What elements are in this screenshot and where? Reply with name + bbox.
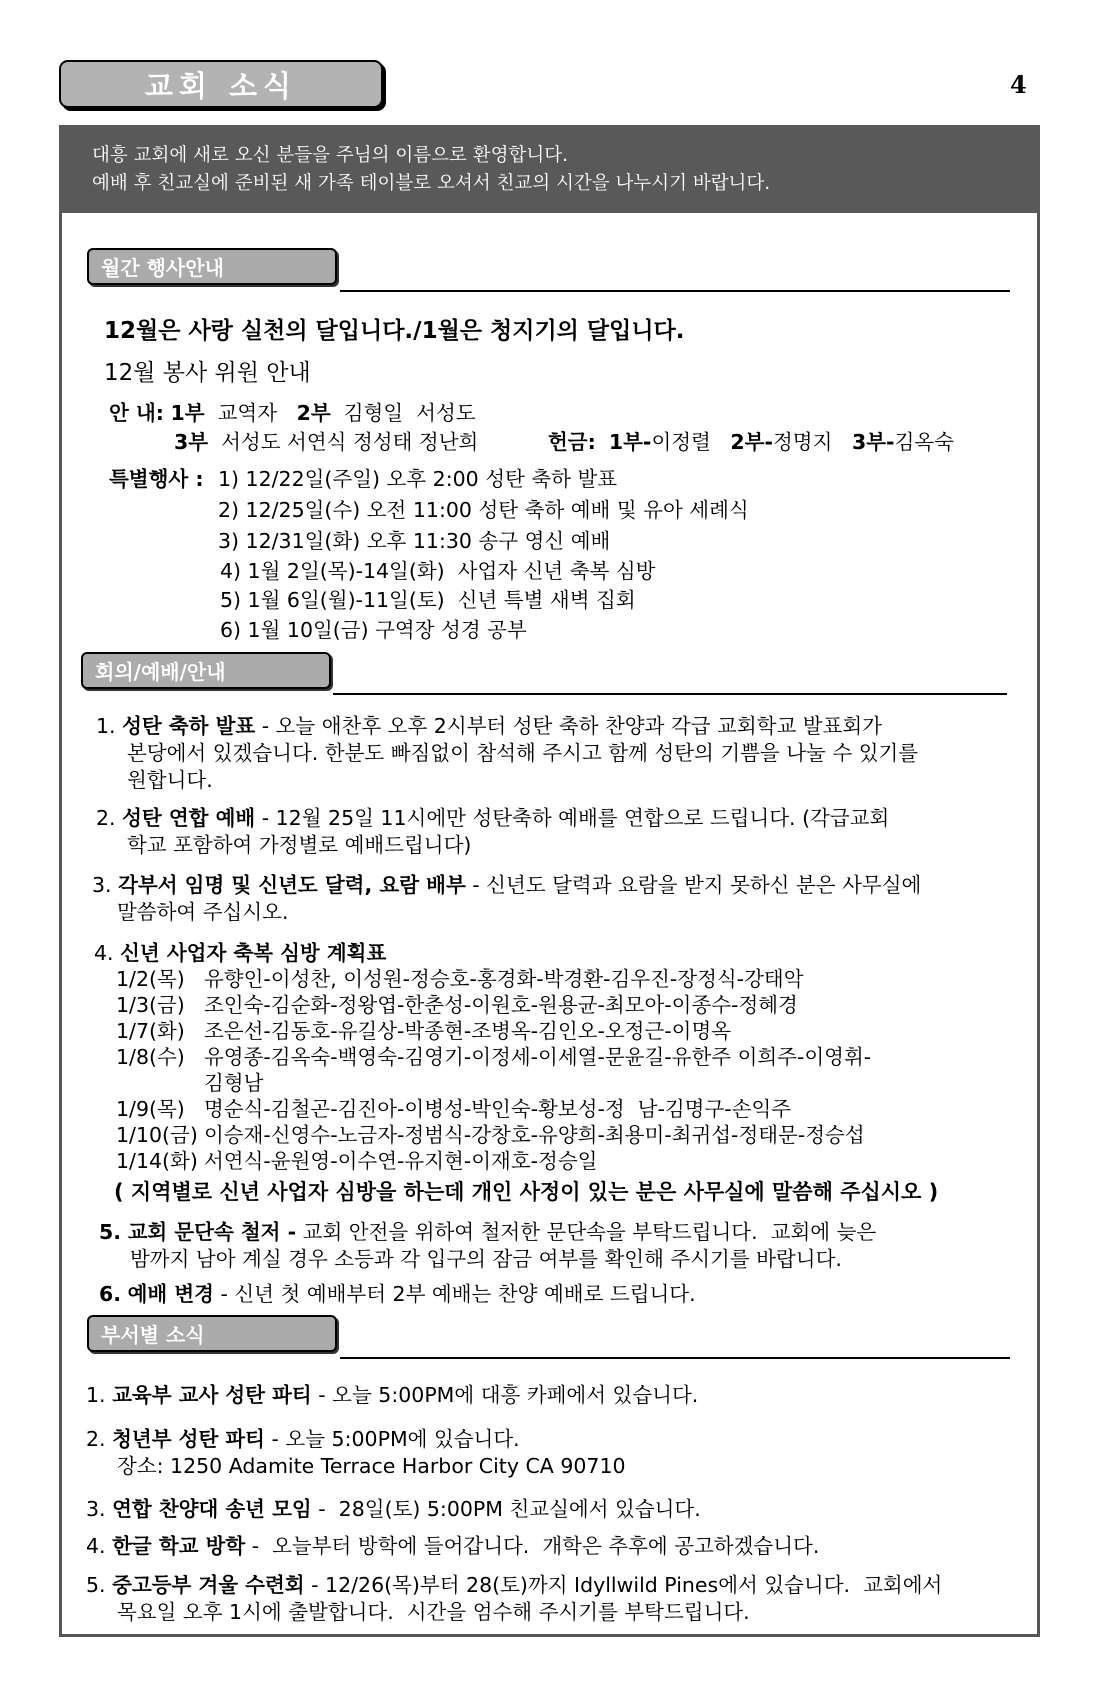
- department-text: - 오늘 5:00PM에 대흥 카페에서 있습니다.: [311, 1383, 699, 1407]
- department-item-3: [86, 1496, 701, 1523]
- schedule-date: 1/8(수): [116, 1045, 185, 1069]
- schedule-names: 유영종-김옥숙-백영숙-김영기-이정세-이세열-문윤길-유한주 이희주-이영휘-: [204, 1045, 872, 1069]
- department-item-5: [86, 1572, 942, 1626]
- department-item-1: [86, 1382, 698, 1409]
- department-title: 교육부 교사 성탄 파티: [112, 1383, 312, 1407]
- notice-text: - 오늘 애찬후 오후 2시부터 성탄 축하 찬양과 각급 교회학교 발표회가: [255, 714, 882, 738]
- guide-3bu-names: 서성도 서연식 정성태 정난희: [221, 430, 479, 454]
- notice-item-5: [99, 1219, 876, 1273]
- schedule-date: 1/14(화): [116, 1149, 198, 1173]
- meetings-heading: 회의/예배/안내: [81, 652, 331, 689]
- department-text: - 28일(토) 5:00PM 친교실에서 있습니다.: [311, 1497, 701, 1521]
- schedule-row: [116, 1096, 871, 1122]
- schedule-date: 1/3(금): [116, 993, 185, 1017]
- monthly-events-heading: 월간 행사안내: [87, 248, 337, 285]
- offering-label: 헌금:: [548, 430, 596, 454]
- schedule-row: [116, 966, 871, 992]
- schedule-date: 1/7(화): [116, 1019, 185, 1043]
- schedule-names: 조은선-김동호-유길상-박종현-조병옥-김인오-오정근-이명옥: [204, 1019, 732, 1043]
- schedule-date: 1/9(목): [116, 1097, 185, 1121]
- department-title: 한글 학교 방학: [112, 1534, 246, 1558]
- notice-title: 성탄 축하 발표: [122, 714, 256, 738]
- notice-title: 각부서 임명 및 신년도 달력, 요람 배부: [118, 873, 466, 897]
- notice-text: - 신년 첫 예배부터 2부 예배는 찬양 예배로 드립니다.: [213, 1282, 696, 1306]
- schedule-names: 유향인-이성찬, 이성원-정승호-홍경화-박경환-김우진-장정식-강태악: [204, 967, 804, 991]
- department-title: 청년부 성탄 파티: [112, 1427, 265, 1451]
- special-events-label: 특별행사 :: [109, 467, 204, 491]
- item-number: 1.: [86, 1383, 106, 1407]
- monthly-theme: 12월은 사랑 실천의 달입니다./1월은 청지기의 달입니다.: [104, 318, 685, 344]
- notice-title: 신년 사업자 축복 심방 계획표: [120, 941, 387, 965]
- page-number: 4: [1010, 70, 1027, 99]
- section-title: 교회 소식: [59, 60, 383, 108]
- guide-3bu-label: 3부: [174, 430, 209, 454]
- schedule-names: 서연식-윤원영-이수연-유지현-이재호-정승일: [204, 1149, 598, 1173]
- offering-3bu-label: 3부-: [851, 430, 895, 454]
- schedule-names: 조인숙-김순화-정왕엽-한춘성-이원호-원용균-최모아-이종수-정혜경: [204, 993, 798, 1017]
- notice-text: 교회 안전을 위하여 철저한 문단속을 부탁드립니다. 교회에 늦은: [296, 1220, 877, 1244]
- divider: [340, 290, 1010, 292]
- offering-3bu-name: 김옥숙: [894, 430, 954, 454]
- department-text: 목요일 오후 1시에 출발합니다. 시간을 엄수해 주시기를 부탁드립니다.: [117, 1600, 750, 1624]
- visit-schedule: [116, 966, 871, 1174]
- special-event-item: 6) 1월 10일(금) 구역장 성경 공부: [220, 618, 527, 642]
- item-number: 2.: [96, 806, 116, 830]
- offering-1bu-name: 이정렬: [651, 430, 711, 454]
- notice-text: 원합니다.: [127, 768, 213, 792]
- notice-item-2: [96, 805, 889, 859]
- schedule-row: [116, 1148, 871, 1174]
- department-text: - 오늘 5:00PM에 있습니다.: [265, 1427, 520, 1451]
- guide-row: [109, 400, 476, 426]
- department-news-heading: 부서별 소식: [87, 1315, 337, 1352]
- special-event-item: 1) 12/22일(주일) 오후 2:00 성탄 축하 발표: [218, 467, 618, 491]
- department-item-2: [86, 1426, 626, 1480]
- department-text: - 12/26(목)부터 28(토)까지 Idyllwild Pines에서 있습니다. 교회에서: [304, 1573, 943, 1597]
- welcome-line-2: 예배 후 친교실에 준비된 새 가족 테이블로 오셔서 친교의 시간을 나누시기 바랍니다.: [92, 173, 771, 194]
- special-event-item: 2) 12/25일(수) 오전 11:00 성탄 축하 예배 및 유아 세례식: [218, 498, 749, 522]
- special-event-item: 5) 1월 6일(월)-11일(토) 신년 특별 새벽 집회: [220, 588, 636, 612]
- item-number: 1.: [96, 714, 116, 738]
- item-number: 3.: [86, 1497, 106, 1521]
- offering-2bu-name: 정명지: [773, 430, 833, 454]
- item-number: 6.: [99, 1282, 122, 1306]
- schedule-row-continued: 김형남: [204, 1071, 264, 1095]
- item-number: 4.: [86, 1534, 106, 1558]
- schedule-names: 이승재-신영수-노금자-정범식-강창호-유양희-최용미-최귀섭-정태문-정승섭: [204, 1123, 865, 1147]
- department-text: - 오늘부터 방학에 들어갑니다. 개학은 추후에 공고하겠습니다.: [245, 1534, 820, 1558]
- schedule-date: 1/10(금): [116, 1123, 198, 1147]
- notice-item-6: [99, 1281, 696, 1308]
- schedule-names: 명순식-김철곤-김진아-이병성-박인숙-황보성-정 남-김명구-손익주: [204, 1097, 792, 1121]
- schedule-row: [116, 1122, 871, 1148]
- notice-item-4: [94, 940, 386, 967]
- item-number: 5.: [86, 1573, 106, 1597]
- guide-2bu-names: 김형일 서성도: [343, 401, 476, 425]
- divider: [333, 693, 1007, 695]
- schedule-row: [116, 1044, 871, 1070]
- guide-1bu-label: 1부: [170, 401, 205, 425]
- notice-text: - 12월 25일 11시에만 성탄축하 예배를 연합으로 드립니다. (각급교회: [255, 806, 890, 830]
- offering-2bu-label: 2부-: [730, 430, 773, 454]
- department-item-4: [86, 1533, 819, 1560]
- schedule-row: [116, 992, 871, 1018]
- item-number: 5.: [99, 1220, 122, 1244]
- schedule-date: 1/2(목): [116, 967, 185, 991]
- offering-1bu-label: 1부-: [608, 430, 652, 454]
- notice-text: 말씀하여 주십시오.: [117, 900, 289, 924]
- item-number: 3.: [92, 873, 112, 897]
- divider: [340, 1357, 1010, 1359]
- special-event-item: 3) 12/31일(화) 오후 11:30 송구 영신 예배: [218, 529, 611, 553]
- welcome-line-1: 대흥 교회에 새로 오신 분들을 주님의 이름으로 환영합니다.: [92, 145, 568, 166]
- special-event-item: 4) 1월 2일(목)-14일(화) 사업자 신년 축복 심방: [220, 559, 656, 583]
- department-title: 연합 찬양대 송년 모임: [112, 1497, 312, 1521]
- item-number: 4.: [94, 941, 114, 965]
- notice-item-3: [92, 872, 921, 926]
- guide-label: 안 내:: [109, 401, 164, 425]
- notice-item-1: [96, 713, 918, 794]
- welcome-banner: [59, 125, 1040, 213]
- notice-text: 밤까지 남아 계실 경우 소등과 각 입구의 잠금 여부를 확인해 주시기를 바랍니다.: [130, 1247, 842, 1271]
- notice-title: 성탄 연합 예배: [122, 806, 256, 830]
- notice-text: 본당에서 있겠습니다. 한분도 빠짐없이 참석해 주시고 함께 성탄의 기쁨을 나눌 수 있기를: [127, 741, 919, 765]
- notice-title: 교회 문단속 철저 -: [127, 1220, 297, 1244]
- department-title: 중고등부 겨울 수련회: [112, 1573, 305, 1597]
- department-text: 장소: 1250 Adamite Terrace Harbor City CA 90710: [117, 1454, 626, 1478]
- item-number: 2.: [86, 1427, 106, 1451]
- guide-2bu-label: 2부: [296, 401, 331, 425]
- notice-text: - 신년도 달력과 요람을 받지 못하신 분은 사무실에: [465, 873, 922, 897]
- offering-row: [548, 429, 954, 455]
- notice-text: 학교 포함하여 가정별로 예배드립니다): [127, 833, 472, 857]
- notice-title: 예배 변경: [127, 1282, 214, 1306]
- schedule-row: [116, 1018, 871, 1044]
- guide-row-2: [174, 429, 478, 455]
- guide-1bu-names: 교역자: [217, 401, 278, 425]
- schedule-note: ( 지역별로 신년 사업자 심방을 하는데 개인 사정이 있는 분은 사무실에 말씀해 주십시오 ): [114, 1180, 939, 1204]
- service-committee-title: 12월 봉사 위원 안내: [104, 360, 311, 386]
